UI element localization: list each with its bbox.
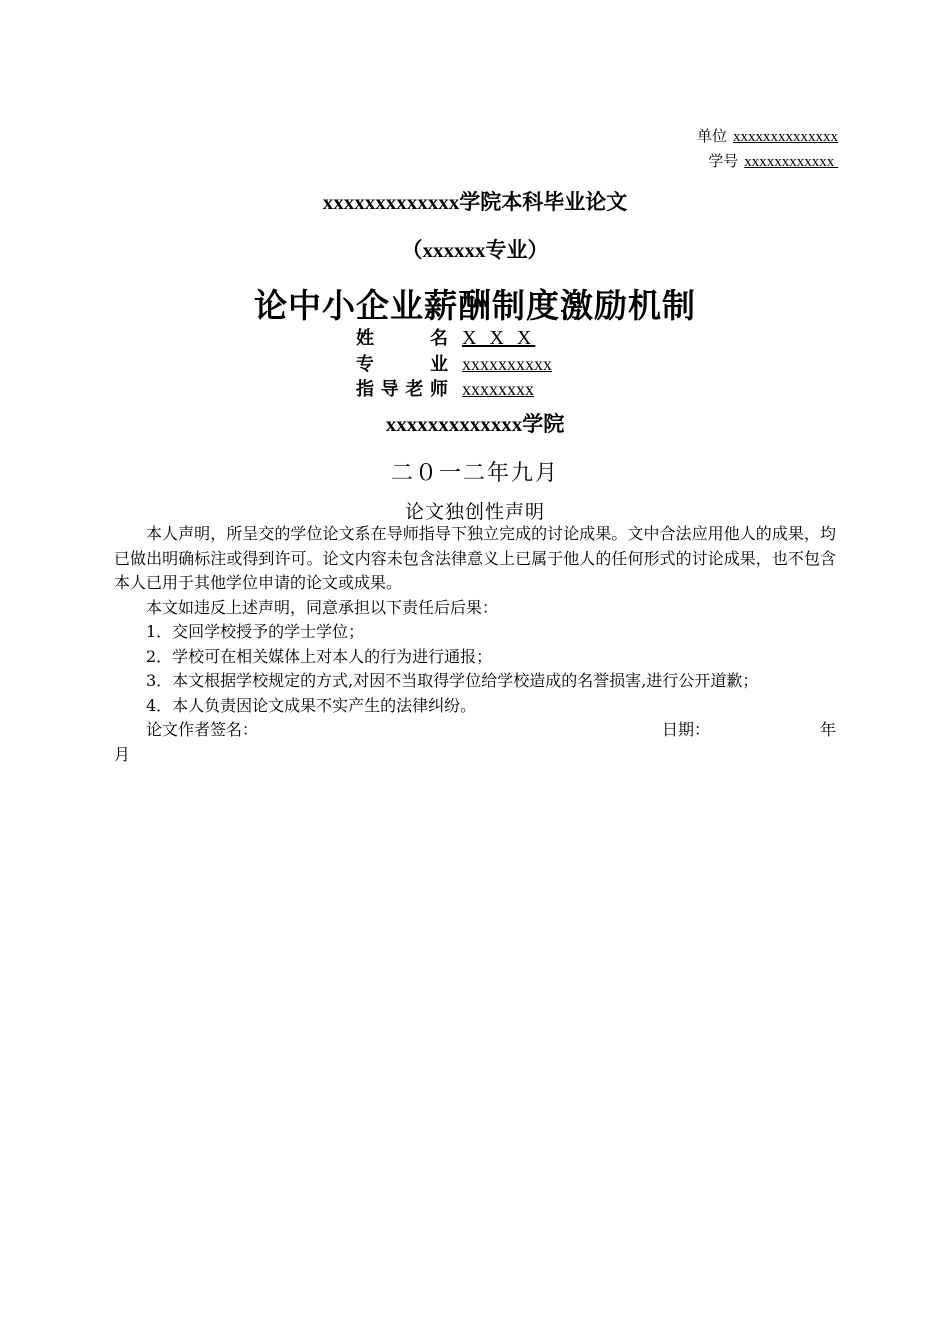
declaration-item-4: 4．本人负责因论文成果不实产生的法律纠纷。 <box>146 695 477 715</box>
info-row-name <box>356 324 535 348</box>
info-row-major <box>356 350 552 374</box>
unit-value: xxxxxxxxxxxxxx <box>733 129 838 145</box>
info-label-major: 专业 <box>356 354 448 375</box>
info-row-advisor <box>356 375 534 399</box>
student-no-value: xxxxxxxxxxxx <box>744 154 838 170</box>
declaration-item-2: 2．学校可在相关媒体上对本人的行为进行通报； <box>146 646 493 666</box>
student-no-line <box>708 151 838 172</box>
signature-label: 论文作者签名： <box>146 720 259 739</box>
thesis-title: 论中小企业薪酬制度激励机制 <box>254 286 696 325</box>
declaration-item-1: 1．交回学校授予的学士学位； <box>146 622 365 641</box>
declaration-paragraph-2: 本文如违反上述声明，同意承担以下责任后后果： <box>146 597 499 617</box>
signature-row <box>114 718 836 743</box>
declaration-item-3: 3．本文根据学校规定的方式,对因不当取得学位给学校造成的名誉损害,进行公开道歉； <box>146 671 759 690</box>
school-thesis-title: xxxxxxxxxxxxx学院本科毕业论文 <box>322 190 628 214</box>
student-no-label: 学号 <box>708 152 739 170</box>
info-value-advisor: xxxxxxxx <box>462 379 534 399</box>
signature-month-label: 月 <box>114 744 131 764</box>
info-value-major: xxxxxxxxxx <box>462 354 552 374</box>
cover-date: 二０一二年九月 <box>390 461 559 486</box>
college-name: xxxxxxxxxxxxx学院 <box>385 412 565 436</box>
unit-line <box>697 126 838 147</box>
declaration-body <box>114 522 836 767</box>
info-label-advisor: 指导老师 <box>356 379 448 400</box>
info-label-name: 姓名 <box>356 328 448 349</box>
signature-date-label: 日期： <box>662 720 711 739</box>
unit-label: 单位 <box>696 127 727 145</box>
major-line: （xxxxxx专业） <box>401 238 549 262</box>
signature-year-label: 年 <box>819 720 836 739</box>
declaration-title: 论文独创性声明 <box>404 501 545 523</box>
info-value-name: X X X <box>462 327 536 349</box>
declaration-paragraph-1: 本人声明，所呈交的学位论文系在导师指导下独立完成的讨论成果。文中合法应用他人的成果，均已做出明确标注或得到许可。论文内容未包含法律意义上已属于他人的任何形式的讨论成果，也不包含本人已用于其他学位申请的论文或成果。 <box>114 524 836 592</box>
